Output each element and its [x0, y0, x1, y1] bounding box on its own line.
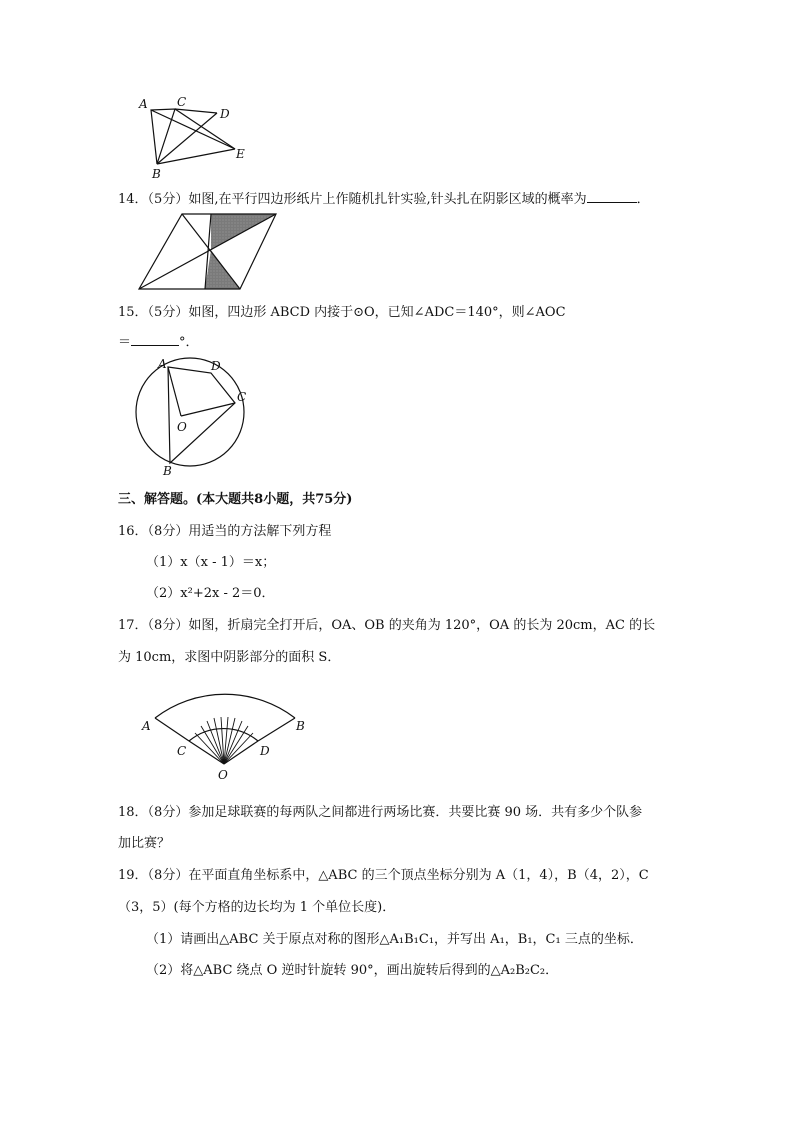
q17-label-o: O — [218, 768, 228, 782]
q17-line-do — [224, 741, 258, 764]
question-19-part1: （1）请画出△ABC 关于原点对称的图形△A₁B₁C₁，并写出 A₁，B₁，C₁ 三点的坐标． — [146, 932, 643, 947]
q17-line-bd — [258, 718, 295, 741]
q13-line-bd — [157, 113, 217, 164]
q17-label-c: C — [177, 744, 187, 758]
q14-answer-blank — [587, 190, 637, 203]
q17-line-co — [189, 741, 224, 764]
q15-quad-abcd — [168, 367, 235, 463]
q13-label-e: E — [236, 147, 245, 161]
q13-line-be — [157, 149, 235, 164]
q13-triangle-abc — [151, 109, 175, 164]
question-19-line1: 19．（8分）在平面直角坐标系中，△ABC 的三个顶点坐标分别为 A（1，4），B（4，2），C — [118, 868, 649, 883]
q15-circle — [136, 358, 247, 466]
question-16-title: 16．（8分）用适当的方法解下列方程 — [118, 524, 332, 539]
q15-line-oc — [181, 403, 235, 416]
q15-suffix: °． — [179, 335, 199, 350]
q13-line-ae — [151, 110, 235, 149]
question-18-line1: 18．（8分）参加足球联赛的每两队之间都进行两场比赛．共要比赛 90 场．共有多少个队参 — [118, 805, 643, 820]
q13-line-cd — [175, 109, 217, 113]
q15-label-a: A — [158, 357, 167, 371]
q17-outer-arc — [155, 694, 295, 718]
question-17-line1: 17．（8分）如图，折扇完全打开后，OA、OB 的夹角为 120°，OA 的长为 20cm，AC 的长 — [118, 618, 656, 633]
q13-label-d: D — [220, 107, 230, 121]
q15-label-c: C — [237, 390, 247, 404]
q13-line-ce — [175, 109, 235, 149]
q15-label-d: D — [211, 359, 221, 373]
q15-label-b: B — [163, 464, 172, 478]
q15-label-o: O — [177, 420, 187, 434]
q15-answer-blank — [131, 333, 179, 346]
q14-parallelogram — [139, 214, 276, 289]
q13-diagram — [151, 109, 235, 164]
q13-label-b: B — [152, 167, 161, 181]
q14-text: 14．（5分）如图,在平行四边形纸片上作随机扎针实验,针头扎在阴影区域的概率为 — [118, 192, 587, 207]
q14-shaded-top — [211, 214, 276, 250]
question-15-line1: 15．（5分）如图，四边形 ABCD 内接于⊙O，已知∠ADC＝140°，则∠AOC — [118, 305, 566, 320]
question-14 — [118, 188, 650, 207]
q15-line-oa — [168, 367, 181, 416]
q17-inner-arc — [189, 729, 258, 741]
question-15-line2 — [118, 331, 199, 350]
q13-label-a: A — [139, 97, 148, 111]
question-19-line2: （3，5）(每个方格的边长均为 1 个单位长度)． — [118, 900, 396, 915]
question-16-part1: （1）x（x - 1）＝x； — [146, 555, 276, 570]
q15-prefix: ＝ — [118, 335, 132, 350]
question-19-part2: （2）将△ABC 绕点 O 逆时针旋转 90°，画出旋转后得到的△A₂B₂C₂． — [146, 963, 559, 978]
q17-label-a: A — [142, 719, 151, 733]
q17-label-d: D — [260, 744, 270, 758]
q14-shaded-bottom — [205, 250, 240, 289]
question-18-line2: 加比赛？ — [118, 836, 171, 851]
question-16-part2: （2）x²+2x - 2＝0． — [146, 586, 275, 601]
question-17-line2: 为 10cm，求图中阴影部分的面积 S． — [118, 650, 341, 665]
q17-line-ac — [155, 718, 189, 741]
q13-label-c: C — [177, 95, 187, 109]
q17-fan-ribs — [195, 717, 253, 764]
q14-end: ． — [636, 192, 650, 207]
q17-label-b: B — [296, 719, 305, 733]
section-3-heading: 三、解答题。(本大题共8小题，共75分) — [118, 492, 353, 507]
